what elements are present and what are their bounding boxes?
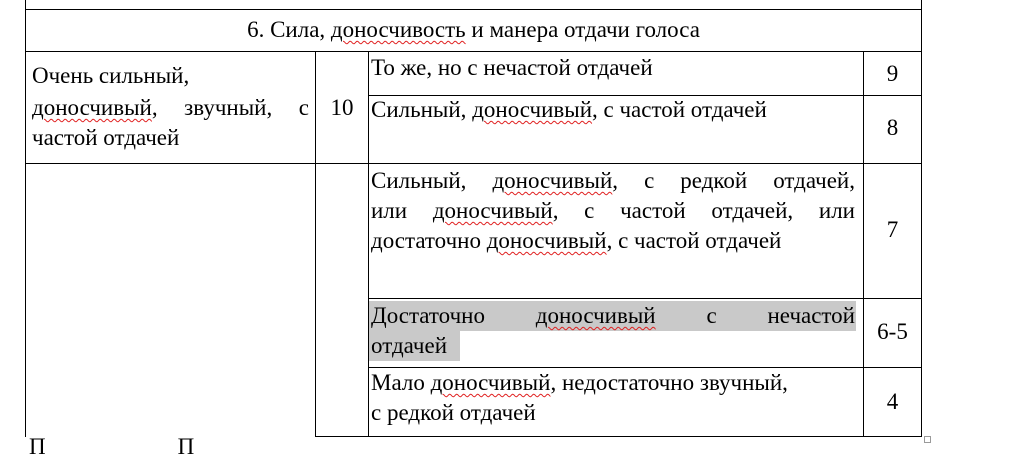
left-criterion-line3: частой отдачей — [32, 125, 180, 150]
row-65-squiggle-word: доносчивый — [535, 303, 656, 328]
group1-bottom-border — [25, 163, 922, 164]
row-4-line1-pre: Мало — [371, 370, 431, 395]
header-bottom-border — [25, 51, 922, 52]
row-7-line1 — [371, 166, 855, 196]
section-header-squiggle-word: доносчивость — [330, 17, 466, 42]
row-7-score: 7 — [886, 217, 899, 242]
row-65-word-1: Достаточно — [371, 303, 485, 328]
table-right-border — [921, 0, 922, 437]
row-7-line2-pre: или — [371, 198, 408, 223]
row-4-squiggle-word: доносчивый — [430, 370, 551, 395]
row-7-line2-post: , с частой отдачей, или — [552, 198, 855, 223]
row-65-word-4: нечастой — [767, 303, 855, 328]
row-7-line2-squiggle-word: доносчивый — [432, 198, 553, 223]
row-8-squiggle-word: доносчивый — [472, 97, 593, 122]
row-9-text: То же, но с нечастой отдачей — [371, 55, 653, 80]
row7-bottom-border — [368, 298, 922, 299]
table-resize-handle[interactable] — [924, 436, 931, 443]
row-8-pre: Сильный, — [371, 97, 473, 122]
row-4-line1-post: , недостаточно звучный, — [550, 370, 788, 395]
left-score: 10 — [330, 95, 354, 120]
left-criterion-line2-rest: , звучный, с — [151, 95, 309, 120]
row-7-line1-squiggle-word: доносчивый — [492, 168, 613, 193]
row-7-line2 — [371, 196, 855, 226]
row-65-score: 6-5 — [877, 319, 908, 344]
desc-col-divider — [368, 52, 369, 437]
row-7-line1-post: , с редкой отдачей, — [612, 168, 855, 193]
next-paragraph-fragment — [29, 432, 194, 462]
row-65-word-3: с — [706, 303, 717, 328]
section-header — [26, 15, 921, 45]
row-8-text — [371, 95, 767, 125]
row-7-line1-pre: Сильный, — [371, 168, 467, 193]
row-4-line1 — [371, 368, 788, 398]
table-bottom-border — [315, 436, 922, 437]
next-paragraph-char-1: П — [29, 434, 46, 459]
row-65-line1 — [371, 301, 855, 331]
section-header-suffix: и манера отдачи голоса — [465, 17, 700, 42]
row-7-line3-post: , с частой отдачей — [606, 228, 782, 253]
left-criterion-line2 — [32, 93, 309, 123]
left-criterion-squiggle-word: доносчивый — [32, 95, 152, 120]
row-65-line2: отдачей — [371, 333, 448, 358]
table-left-border — [25, 0, 26, 437]
row-7-line3-pre: достаточно — [371, 228, 487, 253]
row-7-line3-squiggle-word: доносчивый — [486, 228, 607, 253]
row-7-line3 — [371, 226, 781, 256]
next-paragraph-char-2: П — [177, 434, 195, 459]
section-header-prefix: 6. Сила, — [247, 17, 331, 42]
row-4-line2: с редкой отдачей — [371, 400, 536, 425]
row-4-score: 4 — [886, 389, 899, 414]
table-top-border — [25, 9, 922, 10]
row-8-score: 8 — [886, 115, 899, 140]
row-8-post: , с частой отдачей — [592, 97, 767, 122]
left-criterion-line1: Очень сильный, — [32, 63, 190, 88]
row-9-score: 9 — [886, 61, 899, 86]
